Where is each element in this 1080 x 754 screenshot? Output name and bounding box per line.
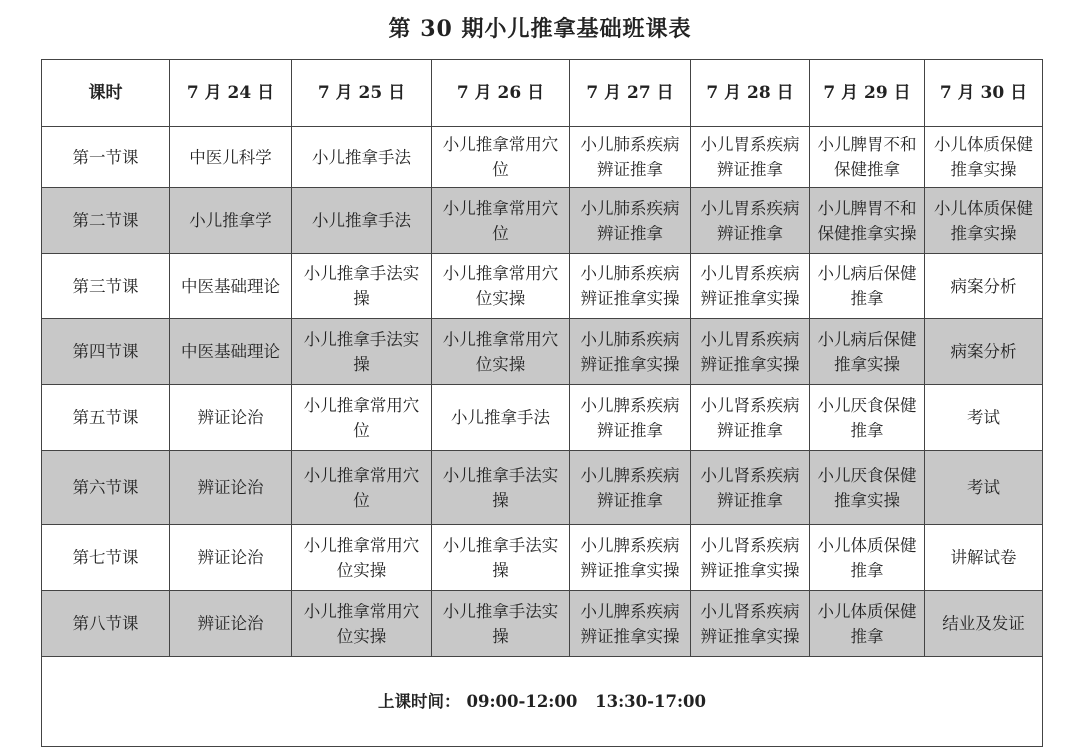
table-cell: 小儿脾系疾病辨证推拿 [570,451,691,525]
table-row [42,188,1043,254]
schedule-table [41,59,1043,747]
table-cell: 小儿推拿手法 [292,188,432,254]
header-cell: 7 月 27 日 [570,60,691,127]
table-cell: 辨证论治 [170,451,292,525]
table-cell: 小儿脾系疾病辨证推拿 [570,385,691,451]
table-cell: 小儿体质保健推拿实操 [925,127,1043,188]
table-cell: 第六节课 [42,451,170,525]
header-cell: 7 月 26 日 [432,60,570,127]
table-cell: 小儿胃系疾病辨证推拿实操 [691,254,810,319]
table-cell: 小儿胃系疾病辨证推拿实操 [691,319,810,385]
footer-row [42,657,1043,747]
header-cell: 7 月 30 日 [925,60,1043,127]
table-cell: 第三节课 [42,254,170,319]
table-cell: 小儿体质保健推拿 [810,591,925,657]
table-cell: 小儿推拿常用穴位 [432,127,570,188]
table-cell: 小儿推拿手法实操 [292,319,432,385]
table-cell: 病案分析 [925,319,1043,385]
header-cell: 7 月 28 日 [691,60,810,127]
table-cell: 小儿肺系疾病辨证推拿 [570,188,691,254]
table-cell: 第七节课 [42,525,170,591]
table-cell: 中医儿科学 [170,127,292,188]
table-cell: 小儿推拿常用穴位 [292,451,432,525]
table-cell: 小儿脾胃不和保健推拿实操 [810,188,925,254]
table-cell: 中医基础理论 [170,254,292,319]
table-cell: 小儿肾系疾病辨证推拿 [691,385,810,451]
table-cell: 小儿推拿手法实操 [432,525,570,591]
table-row [42,451,1043,525]
header-cell: 课时 [42,60,170,127]
table-row [42,254,1043,319]
table-cell: 病案分析 [925,254,1043,319]
table-cell: 小儿推拿常用穴位实操 [292,591,432,657]
table-cell: 小儿厌食保健推拿实操 [810,451,925,525]
table-cell: 小儿肾系疾病辨证推拿 [691,451,810,525]
table-cell: 小儿推拿手法实操 [292,254,432,319]
table-cell: 小儿病后保健推拿 [810,254,925,319]
table-cell: 小儿推拿常用穴位实操 [292,525,432,591]
table-cell: 考试 [925,451,1043,525]
table-cell: 小儿脾系疾病辨证推拿实操 [570,591,691,657]
table-cell: 第八节课 [42,591,170,657]
morning-time: 09:00-12:00 [466,692,578,711]
table-cell: 中医基础理论 [170,319,292,385]
table-cell: 小儿推拿常用穴位实操 [432,319,570,385]
table-cell: 第五节课 [42,385,170,451]
class-time-label: 上课时间： [377,692,461,711]
table-row [42,591,1043,657]
table-row [42,319,1043,385]
table-cell: 小儿体质保健推拿 [810,525,925,591]
table-cell: 小儿推拿常用穴位 [432,188,570,254]
table-cell: 讲解试卷 [925,525,1043,591]
page-title: 第 30 期小儿推拿基础班课表 [388,16,692,42]
table-cell: 小儿体质保健推拿实操 [925,188,1043,254]
table-cell: 小儿推拿学 [170,188,292,254]
table-cell: 小儿脾胃不和保健推拿 [810,127,925,188]
table-cell: 小儿推拿手法实操 [432,451,570,525]
table-cell: 小儿推拿手法 [292,127,432,188]
table-cell: 小儿推拿手法 [432,385,570,451]
table-cell: 辨证论治 [170,385,292,451]
table-cell: 小儿病后保健推拿实操 [810,319,925,385]
header-cell: 7 月 29 日 [810,60,925,127]
class-time-note [42,657,1043,747]
table-cell: 小儿厌食保健推拿 [810,385,925,451]
table-cell: 结业及发证 [925,591,1043,657]
table-cell: 第四节课 [42,319,170,385]
table-cell: 辨证论治 [170,591,292,657]
table-cell: 小儿肺系疾病辨证推拿实操 [570,319,691,385]
table-cell: 小儿推拿常用穴位 [292,385,432,451]
table-cell: 第二节课 [42,188,170,254]
table-cell: 小儿肺系疾病辨证推拿 [570,127,691,188]
afternoon-time: 13:30-17:00 [595,692,707,711]
table-cell: 小儿推拿常用穴位实操 [432,254,570,319]
table-row [42,385,1043,451]
table-header-row [42,60,1043,127]
table-cell: 考试 [925,385,1043,451]
table-cell: 第一节课 [42,127,170,188]
table-cell: 小儿胃系疾病辨证推拿 [691,188,810,254]
header-cell: 7 月 25 日 [292,60,432,127]
table-cell: 辨证论治 [170,525,292,591]
table-cell: 小儿肺系疾病辨证推拿实操 [570,254,691,319]
header-cell: 7 月 24 日 [170,60,292,127]
table-row [42,127,1043,188]
table-row [42,525,1043,591]
table-cell: 小儿脾系疾病辨证推拿实操 [570,525,691,591]
table-cell: 小儿推拿手法实操 [432,591,570,657]
table-cell: 小儿胃系疾病辨证推拿 [691,127,810,188]
table-cell: 小儿肾系疾病辨证推拿实操 [691,525,810,591]
table-cell: 小儿肾系疾病辨证推拿实操 [691,591,810,657]
